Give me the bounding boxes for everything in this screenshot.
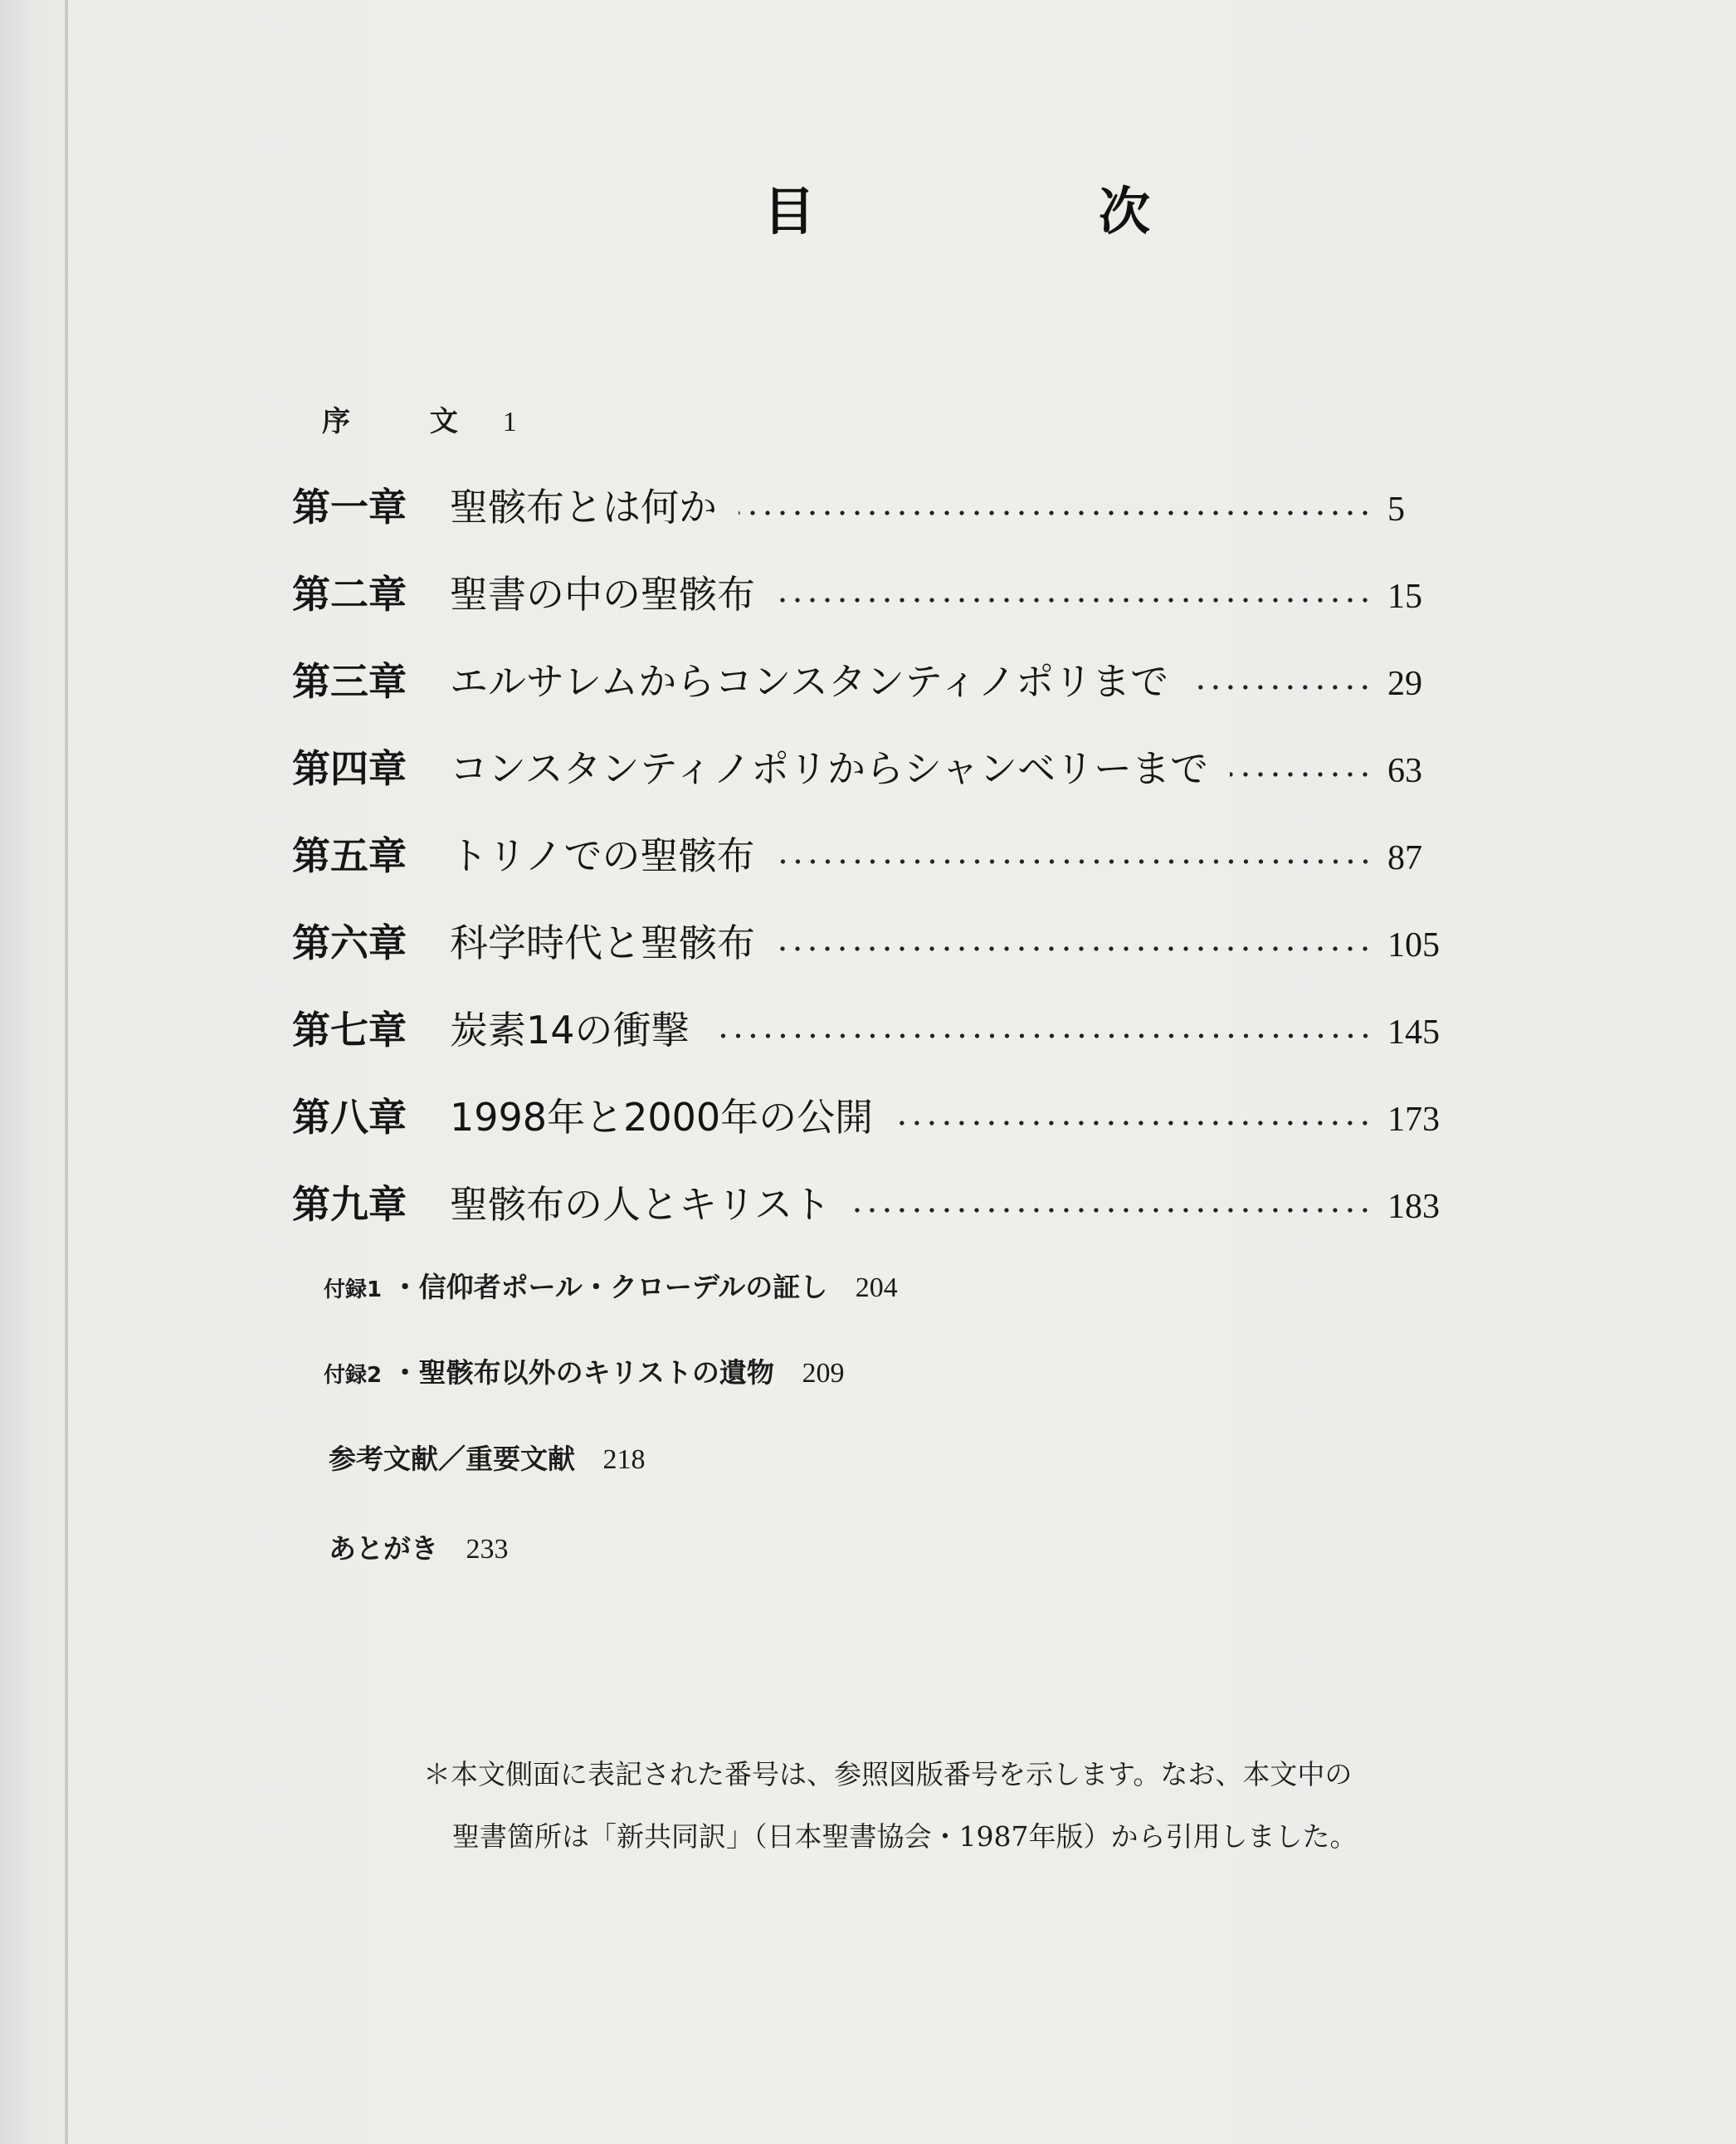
afterword-entry — [329, 1527, 509, 1566]
dot-leader — [895, 1119, 1373, 1127]
preface-entry — [322, 398, 517, 439]
preface-label: 序 文 — [322, 405, 493, 438]
dot-leader — [711, 1032, 1373, 1040]
page-gutter — [65, 0, 68, 2144]
appendix-label: 付録1 — [324, 1277, 383, 1302]
chapter-page: 183 — [1387, 1188, 1440, 1226]
toc-entry-1 — [292, 477, 1454, 535]
chapter-title: 1998年と2000年の公開 — [450, 1095, 874, 1140]
toc-entry-5 — [292, 826, 1454, 884]
references-page: 218 — [602, 1444, 646, 1475]
dot-leader — [777, 857, 1373, 866]
chapter-title: 炭素14の衝撃 — [450, 1008, 690, 1052]
appendix-entry-1 — [324, 1266, 898, 1305]
references-title: 参考文献／重要文献 — [329, 1443, 575, 1475]
chapter-title: 聖書の中の聖骸布 — [450, 572, 755, 617]
chapter-title: エルサレムからコンスタンティノポリまで — [450, 659, 1169, 704]
afterword-title: あとがき — [329, 1532, 438, 1565]
appendix-page: 204 — [855, 1272, 898, 1303]
chapter-page: 63 — [1387, 752, 1422, 790]
toc-entry-4 — [292, 739, 1454, 797]
chapter-page: 87 — [1387, 839, 1422, 877]
appendix-title: ・信仰者ポール・クローデルの証し — [391, 1271, 828, 1303]
chapter-page: 105 — [1387, 926, 1440, 965]
appendix-title: ・聖骸布以外のキリストの遺物 — [391, 1356, 774, 1389]
dot-leader — [1230, 770, 1373, 779]
footnote-line-2: 聖書箇所は「新共同訳」（日本聖書協会・1987年版）から引用しました。 — [452, 1820, 1358, 1853]
appendix-entry-2 — [324, 1351, 844, 1390]
chapter-title: トリノでの聖骸布 — [450, 833, 755, 878]
preface-page: 1 — [502, 407, 517, 437]
chapter-title: 聖骸布の人とキリスト — [450, 1182, 831, 1227]
toc-entry-8 — [292, 1087, 1454, 1145]
chapter-title: 科学時代と聖骸布 — [450, 921, 755, 965]
dot-leader — [739, 509, 1373, 517]
chapter-number: 第四章 — [292, 746, 407, 791]
chapter-number: 第一章 — [292, 485, 407, 530]
toc-entry-9 — [292, 1175, 1454, 1233]
chapter-title: 聖骸布とは何か — [450, 485, 717, 530]
toc-entry-2 — [292, 564, 1454, 623]
toc-entry-6 — [292, 913, 1454, 971]
chapter-page: 5 — [1387, 491, 1405, 529]
toc-entry-7 — [292, 1000, 1454, 1058]
chapter-number: 第六章 — [292, 921, 407, 965]
dot-leader — [777, 596, 1373, 604]
appendix-page: 209 — [802, 1358, 845, 1389]
dot-leader — [777, 945, 1373, 953]
chapter-number: 第八章 — [292, 1095, 407, 1140]
chapter-number: 第七章 — [292, 1008, 407, 1052]
chapter-page: 15 — [1387, 578, 1422, 616]
dot-leader — [852, 1206, 1373, 1214]
chapter-number: 第三章 — [292, 659, 407, 704]
chapter-number: 第五章 — [292, 833, 407, 878]
page-title: 目 次 — [763, 181, 1267, 242]
chapter-title: コンスタンティノポリからシャンベリーまで — [450, 746, 1209, 791]
dot-leader — [1190, 683, 1373, 691]
afterword-page: 233 — [466, 1534, 509, 1565]
chapter-page: 173 — [1387, 1101, 1440, 1139]
chapter-page: 29 — [1387, 665, 1422, 703]
footnote-line-1: ＊本文側面に表記された番号は、参照図版番号を示します。なお、本文中の — [423, 1758, 1353, 1790]
references-entry — [329, 1438, 646, 1477]
toc-entry-3 — [292, 652, 1454, 710]
chapter-number: 第九章 — [292, 1182, 407, 1227]
chapter-number: 第二章 — [292, 572, 407, 617]
chapter-page: 145 — [1387, 1013, 1440, 1052]
appendix-label: 付録2 — [324, 1363, 383, 1388]
